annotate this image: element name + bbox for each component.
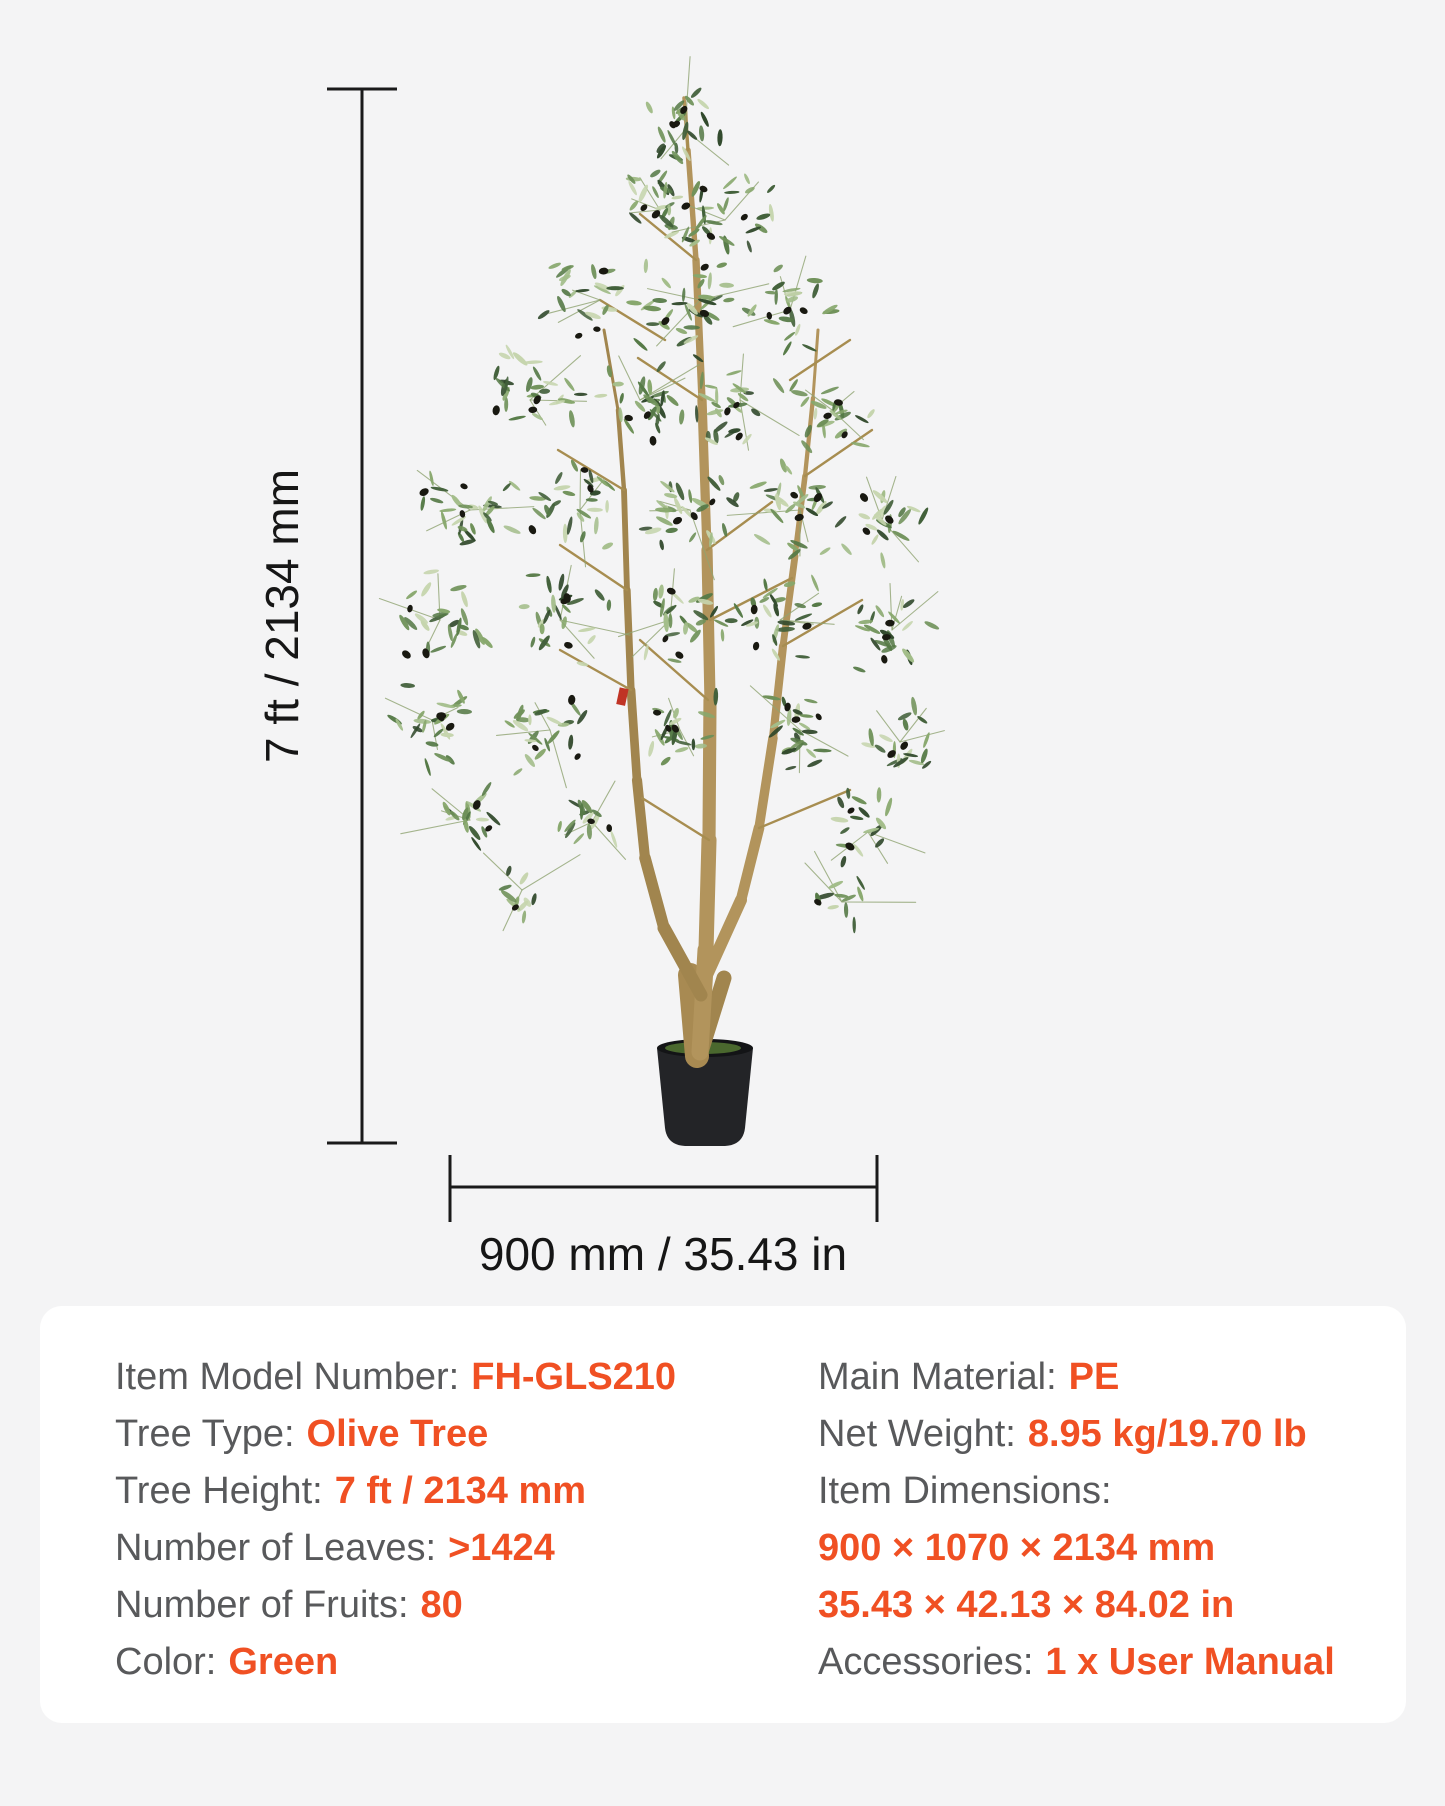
- olive-tree-illustration: [379, 57, 944, 1056]
- width-dimension-label: 900 mm / 35.43 in: [478, 1228, 848, 1280]
- spec-label: Tree Height:: [115, 1470, 323, 1512]
- spec-value: >1424: [448, 1527, 555, 1569]
- spec-row-leaves: [115, 1527, 818, 1584]
- spec-label: Tree Type:: [115, 1413, 295, 1455]
- height-dimension-label: 7 ft / 2134 mm: [256, 468, 308, 764]
- spec-value: 7 ft / 2134 mm: [334, 1470, 587, 1512]
- spec-value: Olive Tree: [306, 1413, 489, 1455]
- spec-value: 1 x User Manual: [1045, 1641, 1335, 1683]
- spec-row-tree-height: [115, 1470, 818, 1527]
- spec-label: Item Dimensions:: [818, 1470, 1112, 1512]
- height-dimension: [327, 89, 397, 1143]
- spec-row-color: [115, 1641, 818, 1698]
- spec-row-material: [818, 1356, 1406, 1413]
- spec-value: 35.43 × 42.13 × 84.02 in: [818, 1584, 1235, 1626]
- spec-label: Number of Leaves:: [115, 1527, 437, 1569]
- spec-label: Main Material:: [818, 1356, 1057, 1398]
- spec-value: Green: [228, 1641, 339, 1683]
- spec-value: 80: [420, 1584, 463, 1626]
- width-dimension: [450, 1155, 877, 1222]
- spec-row-tree-type: [115, 1413, 818, 1470]
- spec-row-dimensions-mm: [818, 1527, 1406, 1584]
- spec-panel: [40, 1306, 1406, 1723]
- spec-column-left: [115, 1356, 818, 1723]
- spec-value: PE: [1068, 1356, 1120, 1398]
- spec-row-item-dimensions: [818, 1470, 1406, 1527]
- spec-row-dimensions-in: [818, 1584, 1406, 1641]
- spec-row-net-weight: [818, 1413, 1406, 1470]
- spec-row-accessories: [818, 1641, 1406, 1698]
- spec-value: 8.95 kg/19.70 lb: [1027, 1413, 1307, 1455]
- spec-column-right: [818, 1356, 1406, 1723]
- spec-value: FH-GLS210: [471, 1356, 677, 1398]
- spec-label: Item Model Number:: [115, 1356, 460, 1398]
- spec-value: 900 × 1070 × 2134 mm: [818, 1527, 1216, 1569]
- spec-label: Number of Fruits:: [115, 1584, 409, 1626]
- spec-label: Net Weight:: [818, 1413, 1016, 1455]
- spec-label: Accessories:: [818, 1641, 1034, 1683]
- spec-label: Color:: [115, 1641, 217, 1683]
- spec-row-fruits: [115, 1584, 818, 1641]
- spec-row-model: [115, 1356, 818, 1413]
